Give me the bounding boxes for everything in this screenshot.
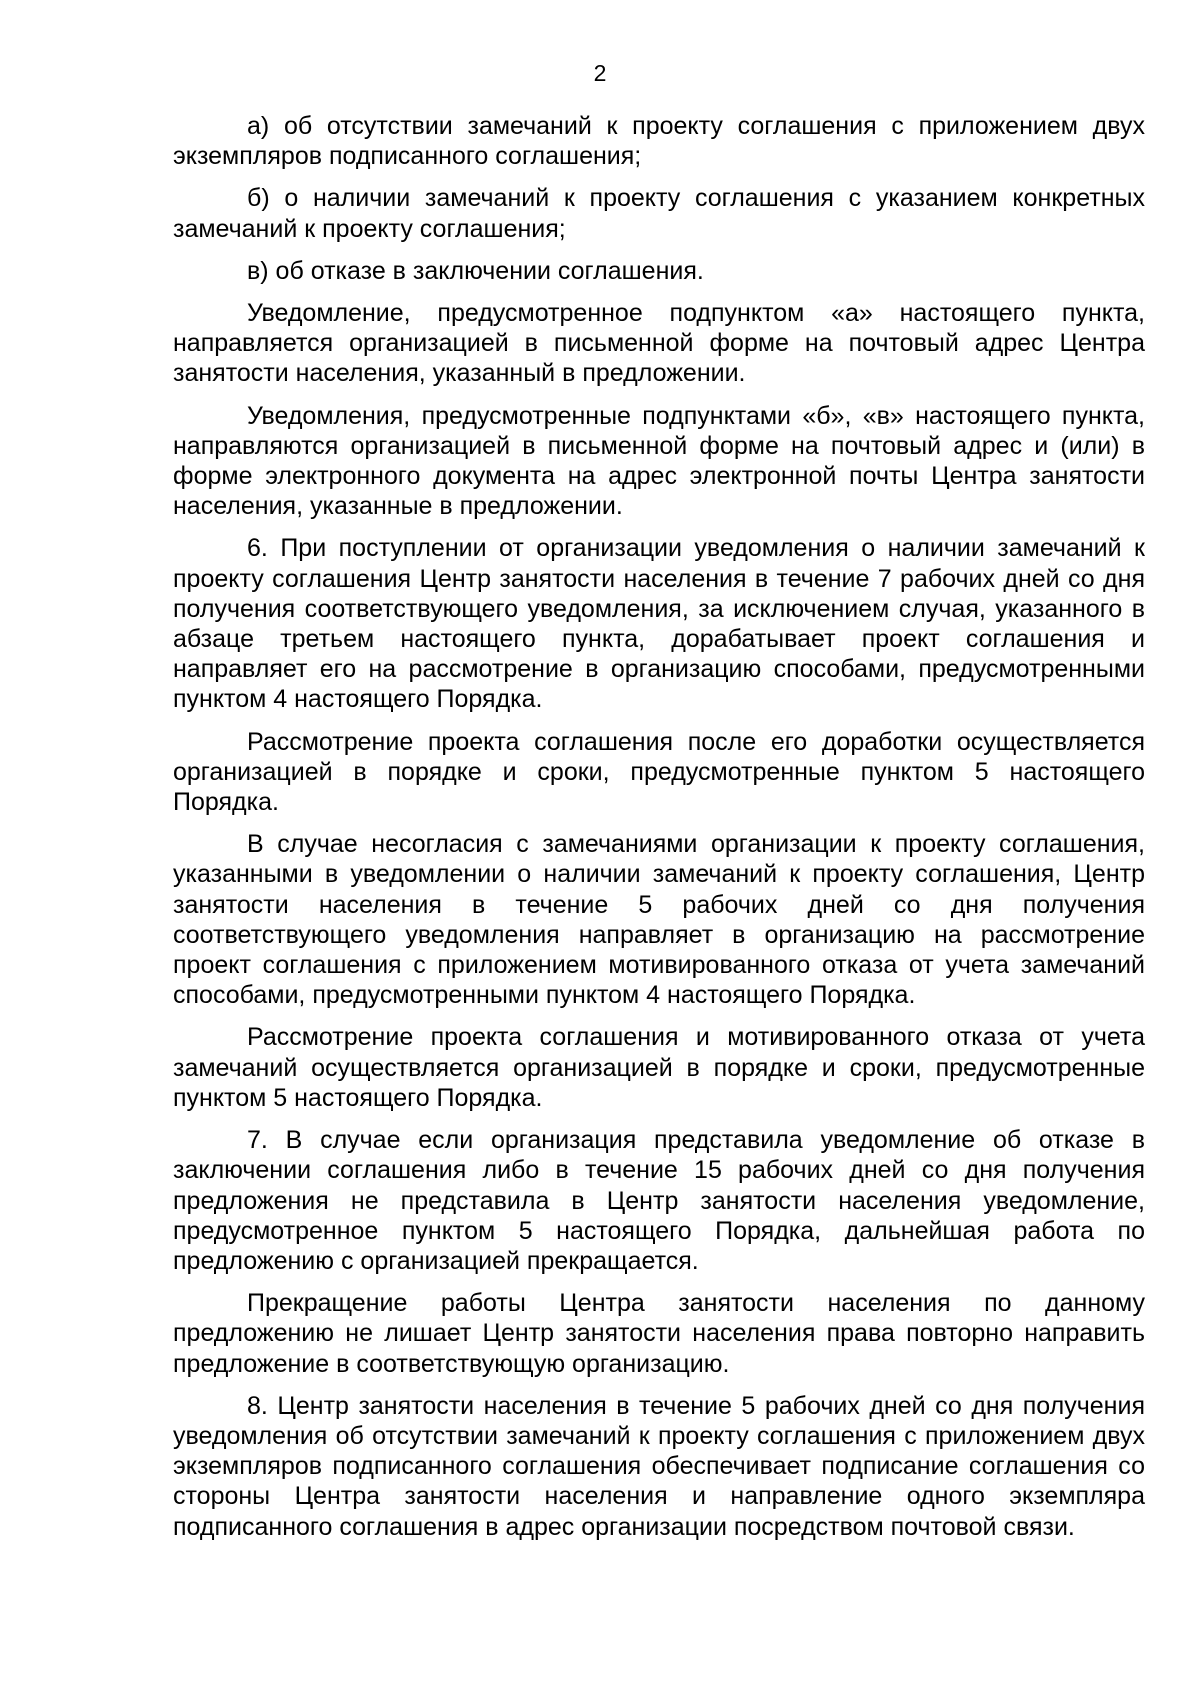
paragraph-item-b: б) о наличии замечаний к проекту соглашения с указанием конкретных замечаний к проекту соглашения; — [173, 184, 1145, 243]
paragraph-clause-6-refusal-review: Рассмотрение проекта соглашения и мотивированного отказа от учета замечаний осуществляется организацией в порядке и сроки, предусмотренные пунктом 5 настоящего Порядка. — [173, 1023, 1145, 1112]
paragraph-clause-6: 6. При поступлении от организации уведомления о наличии замечаний к проекту соглашения Центр занятости населения в течение 7 рабочих дней со дня получения соответствующего уведомления, за исключением случая, указанного в абзаце третьем настоящего пункта, дорабатывает проект соглашения и направляет его на рассмотрение в организацию способами, предусмотренными пунктом 4 настоящего Порядка. — [173, 534, 1145, 714]
paragraph-item-a: а) об отсутствии замечаний к проекту соглашения с приложением двух экземпляров подписанного соглашения; — [173, 112, 1145, 171]
paragraph-notice-b-v: Уведомления, предусмотренные подпунктами «б», «в» настоящего пункта, направляются организацией в письменной форме на почтовый адрес и (или) в форме электронного документа на адрес электронной почты Центра занятости населения, указанные в предложении. — [173, 401, 1145, 521]
page-number: 2 — [593, 60, 607, 86]
paragraph-item-v: в) об отказе в заключении соглашения. — [247, 256, 704, 285]
paragraph-clause-8: 8. Центр занятости населения в течение 5 рабочих дней со дня получения уведомления об отсутствии замечаний к проекту соглашения с приложением двух экземпляров подписанного соглашения обеспечивает подписание соглашения со стороны Центра занятости населения и направление одного экземпляра подписанного соглашения в адрес организации посредством почтовой связи. — [173, 1391, 1145, 1541]
paragraph-clause-7: 7. В случае если организация представила уведомление об отказе в заключении соглашения либо в течение 15 рабочих дней со дня получения предложения не представила в Центр занятости населения уведомление, предусмотренное пунктом 5 настоящего Порядка, дальнейшая работа по предложению с организацией прекращается. — [173, 1126, 1145, 1275]
paragraph-clause-6-review: Рассмотрение проекта соглашения после его доработки осуществляется организацией в порядке и сроки, предусмотренные пунктом 5 настоящего Порядка. — [173, 727, 1145, 817]
paragraph-notice-a: Уведомление, предусмотренное подпунктом «а» настоящего пункта, направляется организацией в письменной форме на почтовый адрес Центра занятости населения, указанный в предложении. — [173, 299, 1145, 388]
paragraph-clause-7-termination: Прекращение работы Центра занятости населения по данному предложению не лишает Центр занятости населения права повторно направить предложение в соответствующую организацию. — [173, 1289, 1145, 1378]
paragraph-clause-6-disagreement: В случае несогласия с замечаниями организации к проекту соглашения, указанными в уведомлении о наличии замечаний к проекту соглашения, Центр занятости населения в течение 5 рабочих дней со дня получения соответствующего уведомления направляет в организацию на рассмотрение проект соглашения с приложением мотивированного отказа от учета замечаний способами, предусмотренными пунктом 4 настоящего Порядка. — [173, 830, 1145, 1010]
document-body — [173, 111, 1145, 1554]
